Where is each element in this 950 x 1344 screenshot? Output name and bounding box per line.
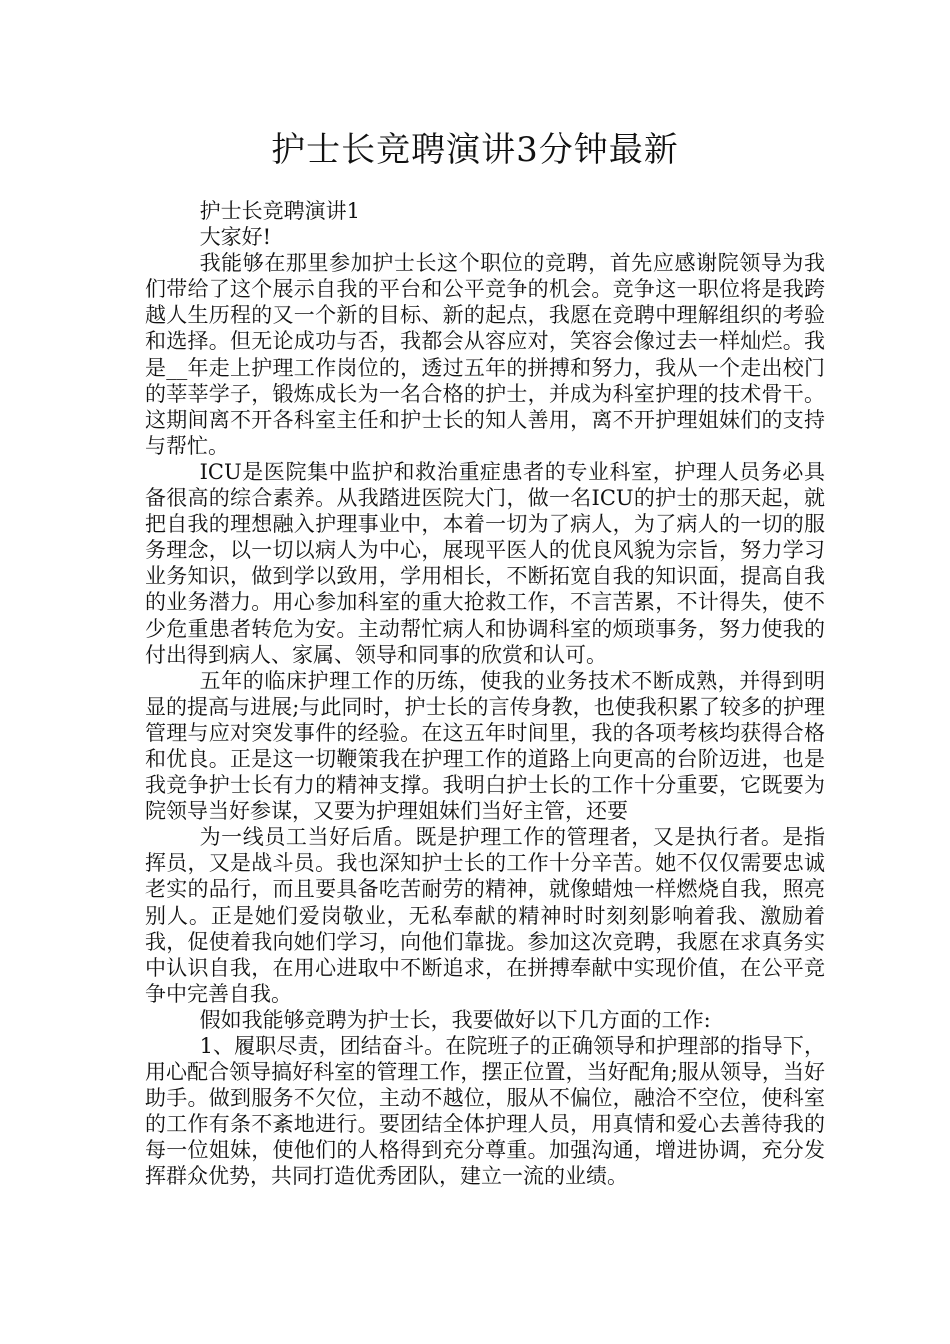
paragraph-plan-intro: 假如我能够竞聘为护士长，我要做好以下几方面的工作: [199,1007,711,1032]
paragraph-plan-item-1: 1、履职尽责，团结奋斗。在院班子的正确领导和护理部的指导下，用心配合领导搞好科室的管理工作，摆正位置，当好配角;服从领导，当好助手。做到服务不欠位，主动不越位，服从不偏位，融洽不空位，使科室的工作有条不紊地进行。要团结全体护理人员，用真情和爱心去善待我的每一位姐妹，使他们的人格得到充分尊重。加强沟通，增进协调，充分发挥群众优势，共同打造优秀团队，建立一流的业绩。 [145,1034,825,1189]
section-heading: 护士长竞聘演讲1 [199,199,360,223]
paragraph-icu: ICU是医院集中监护和救治重症患者的专业科室，护理人员务必具备很高的综合素养。从我踏进医院大门，做一名ICU的护士的那天起，就把自我的理想融入护理事业中，本着一切为了病人，为了病人的一切的服务理念，以一切以病人为中心，展现平医人的优良风貌为宗旨，努力学习业务知识，做到学以致用，学用相长，不断拓宽自我的知识面，提高自我的业务潜力。用心参加科室的重大抢救工作，不言苦累，不计得失，使不少危重患者转危为安。主动帮忙病人和协调科室的烦琐事务，努力使我的付出得到病人、家属、领导和同事的欣赏和认可。 [145,459,825,667]
paragraph-intro: 我能够在那里参加护士长这个职位的竞聘，首先应感谢院领导为我们带给了这个展示自我的平台和公平竞争的机会。竞争这一职位将是我跨越人生历程的又一个新的目标、新的起点，我愿在竞聘中理解组织的考验和选择。但无论成功与否，我都会从容应对，笑容会像过去一样灿烂。我是__年走上护理工作岗位的，透过五年的拼搏和努力，我从一个走出校门的莘莘学子，锻炼成长为一名合格的护士，并成为科室护理的技术骨干。这期间离不开各科室主任和护士长的知人善用，离不开护理姐妹们的支持与帮忙。 [145,251,825,458]
document-body [145,198,825,1190]
paragraph-duties: 为一线员工当好后盾。既是护理工作的管理者，又是执行者。是指挥员，又是战斗员。我也深知护士长的工作十分辛苦。她不仅仅需要忠诚老实的品行，而且要具备吃苦耐劳的精神，就像蜡烛一样燃烧自我，照亮别人。正是她们爱岗敬业，无私奉献的精神时时刻刻影响着我、激励着我，促使着我向她们学习，向他们靠拢。参加这次竞聘，我愿在求真务实中认识自我，在用心进取中不断追求，在拼搏奉献中实现价值，在公平竞争中完善自我。 [145,825,825,1006]
paragraph-experience: 五年的临床护理工作的历练，使我的业务技术不断成熟，并得到明显的提高与进展;与此同时，护士长的言传身教，也使我积累了较多的护理管理与应对突发事件的经验。在这五年时间里，我的各项考核均获得合格和优良。正是这一切鞭策我在护理工作的道路上向更高的台阶迈进，也是我竞争护士长有力的精神支撑。我明白护士长的工作十分重要，它既要为院领导当好参谋，又要为护理姐妹们当好主管，还要 [145,668,825,824]
greeting: 大家好! [199,225,272,250]
document-title: 护士长竞聘演讲3分钟最新 [271,130,679,170]
